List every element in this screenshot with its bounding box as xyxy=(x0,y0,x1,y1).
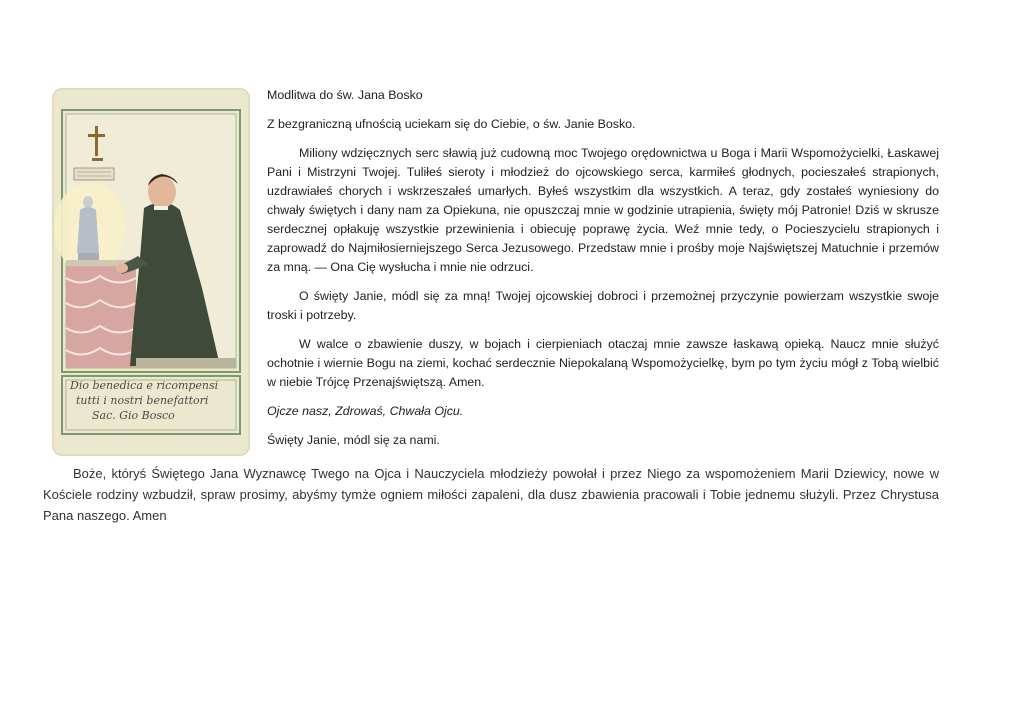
closing-prayer-text: Boże, któryś Świętego Jana Wyznawcę Twego na Ojca i Nauczyciela młodzieży powołał i przez Niego za wspomożeniem Marii Dziewicy, nowe w Kościele rodziny wzbudził, spraw prosimy, abyśmy tymże ogniem miłości zapaleni, dla dusz zbawienia pracowali i Tobie jednemu służyli. Przez Chrystusa Pana naszego. Amen xyxy=(43,466,939,523)
holy-card-inscription xyxy=(70,378,236,430)
inscription-line: Dio benedica e ricompensi xyxy=(70,379,219,392)
prayer-paragraph: O święty Janie, módl się za mną! Twojej ojcowskiej dobroci i przemożnej przyczynie powierzam wszystkie swoje troski i potrzeby. xyxy=(267,289,939,322)
prayers-line: Ojcze nasz, Zdrowaś, Chwała Ojcu. xyxy=(267,404,464,418)
prayer-text xyxy=(267,86,939,460)
invocation: Święty Janie, módl się za nami. xyxy=(267,433,440,447)
prayer-paragraph: Miliony wdzięcznych serc sławią już cudowną moc Twojego orędownictwa u Boga i Marii Wspomożycielki, Łaskawej Pani i Mistrzyni Twojej. Tuliłeś sieroty i młodzież do ojcowskiego serca, karmiłeś głodnych, pocieszałeś strapionych, uzdrawiałeś chorych i wskrzeszałeś umarłych. Byłeś wszystkim dla wszystkich. A teraz, gdy zostałeś wyniesiony do chwały świętych i dany nam za Opiekuna, nie opuszczaj mnie w godzinie utrapienia, święty mój Patronie! Dziś w skrusze serdecznej opłakuję wszystkie przewinienia i obiecuję poprawę życia. Weź mnie tedy, o Pocieszycielu strapionych i zaprowadź do Najmiłosierniejszego Serca Jezusowego. Przedstaw mnie i prośby moje Najświętszej Matuchnie i przemów za mną. — Ona Cię wysłucha i mnie nie odrzuci. xyxy=(267,146,939,274)
closing-prayer xyxy=(43,463,939,526)
prayer-opening: Z bezgraniczną ufnością uciekam się do Ciebie, o św. Janie Bosko. xyxy=(267,117,636,131)
prayer-paragraph: W walce o zbawienie duszy, w bojach i cierpieniach otaczaj mnie zawsze łaskawą opieką. Naucz mnie służyć ochotnie i wiernie Bogu na ziemi, kochać serdecznie Niepokalaną Wspomożycielkę, bym po tym życiu mógł z Tobą wielbić w niebie Trójcę Przenajświętszą. Amen. xyxy=(267,337,939,389)
inscription-line: tutti i nostri benefattori xyxy=(76,394,209,407)
holy-card-image xyxy=(52,88,250,456)
inscription-signature: Sac. Gio Bosco xyxy=(92,409,175,422)
prayer-title: Modlitwa do św. Jana Bosko xyxy=(267,88,423,102)
